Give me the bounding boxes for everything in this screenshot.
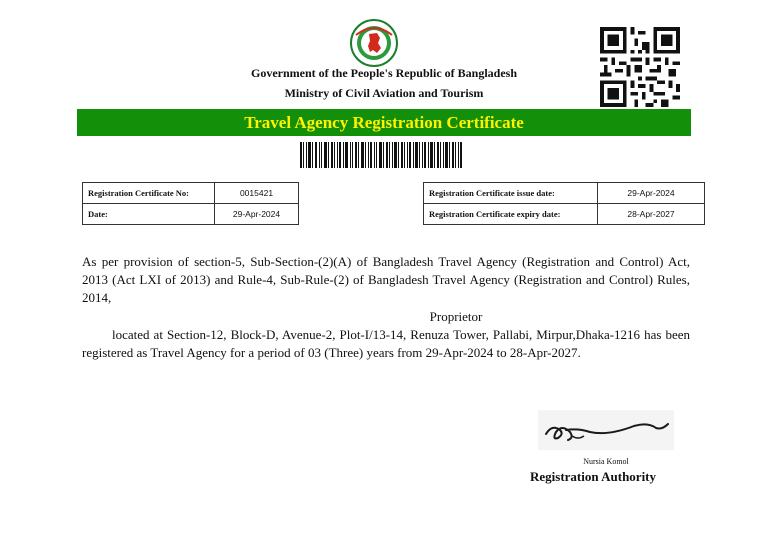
date-label: Date:	[83, 204, 215, 225]
government-title: Government of the People's Republic of Bangladesh	[251, 66, 517, 80]
issue-date-label: Registration Certificate issue date:	[424, 183, 598, 204]
government-seal-icon	[350, 19, 398, 67]
certificate-body	[82, 253, 690, 362]
body-paragraph-provision: As per provision of section-5, Sub-Section-(2)(A) of Bangladesh Travel Agency (Registration and Control) Act, 2013 (Act LXI of 2013) and Rule-4, Sub-Rule-(2) of Bangladesh Travel Agency (Registration and Control) Rules, 2014,	[82, 254, 690, 306]
cert-no-label: Registration Certificate No:	[83, 183, 215, 204]
signatory-name: Nursia Komol	[583, 457, 629, 466]
cert-no-value: 0015421	[215, 183, 299, 204]
certificate-title-banner: Travel Agency Registration Certificate	[77, 109, 691, 136]
qr-code-icon	[597, 27, 683, 107]
registration-info-table-left	[82, 182, 299, 225]
expiry-date-value: 28-Apr-2027	[598, 204, 705, 225]
registration-authority-label: Registration Authority	[529, 469, 657, 484]
ministry-title: Ministry of Civil Aviation and Tourism	[284, 86, 484, 100]
barcode-icon	[300, 142, 462, 168]
date-value: 29-Apr-2024	[215, 204, 299, 225]
body-paragraph-registration: located at Section-12, Block-D, Avenue-2, Plot-I/13-14, Renuza Tower, Pallabi, Mirpur,Dhaka-1216 has been registered as Travel Agency for a period of 03 (Three) years from 29-Apr-2024 to 28-Apr-2027.	[82, 326, 690, 361]
registration-info-table-right	[423, 182, 705, 225]
issue-date-value: 29-Apr-2024	[598, 183, 705, 204]
expiry-date-label: Registration Certificate expiry date:	[424, 204, 598, 225]
proprietor-label: Proprietor	[429, 308, 483, 324]
signature-image	[538, 410, 674, 450]
